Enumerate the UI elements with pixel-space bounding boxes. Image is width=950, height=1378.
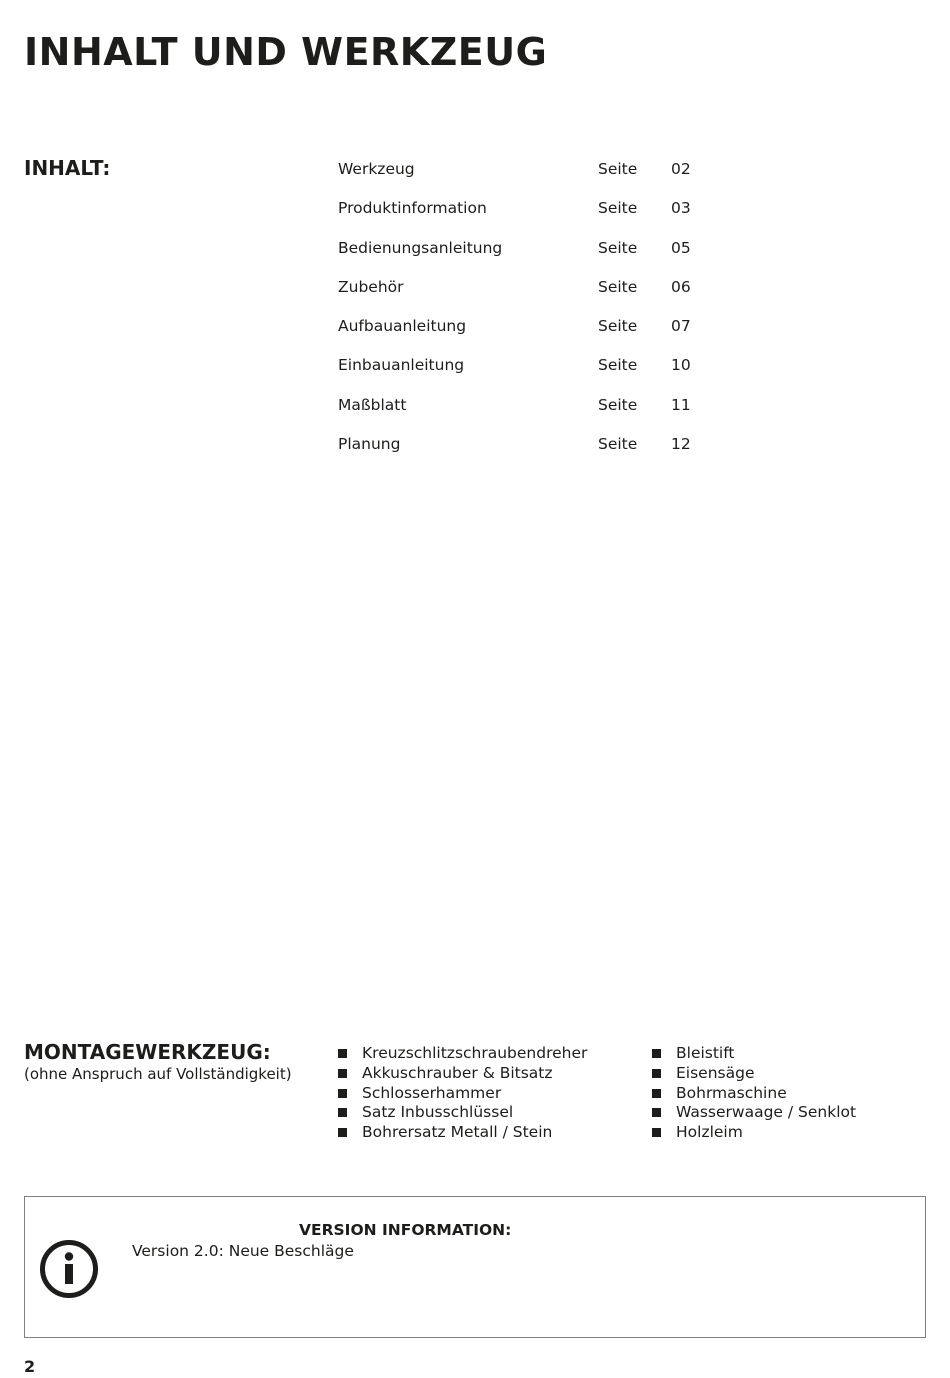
tools-list-right [652, 1044, 856, 1143]
list-item [652, 1064, 856, 1084]
toc-title: Bedienungsanleitung [338, 238, 503, 257]
toc-page-word: Seite [598, 238, 638, 257]
bullet-icon [338, 1069, 347, 1078]
bullet-icon [652, 1089, 661, 1098]
list-item [338, 1044, 587, 1064]
list-item [338, 1103, 587, 1123]
toc-row [338, 237, 738, 276]
toc-page-number: 10 [671, 356, 691, 375]
bullet-icon [652, 1128, 661, 1137]
list-item [338, 1123, 587, 1143]
toc-row [338, 354, 738, 393]
tool-label: Eisensäge [676, 1063, 755, 1082]
tools-heading: MONTAGEWERKZEUG: [24, 1040, 271, 1064]
list-item [338, 1064, 587, 1084]
bullet-icon [338, 1049, 347, 1058]
tool-label: Bohrersatz Metall / Stein [362, 1123, 553, 1142]
toc-row [338, 394, 738, 433]
tool-label: Kreuzschlitzschraubendreher [362, 1044, 588, 1062]
bullet-icon [338, 1089, 347, 1098]
toc-page-word: Seite [598, 317, 638, 336]
toc-page-word: Seite [598, 356, 638, 375]
toc-page-number: 02 [671, 160, 691, 178]
toc-row [338, 158, 738, 197]
list-item [652, 1044, 856, 1064]
tool-label: Holzleim [676, 1123, 743, 1142]
toc-title: Werkzeug [338, 160, 415, 178]
toc-row [338, 197, 738, 236]
toc-page-word: Seite [598, 160, 638, 178]
version-info-box [24, 1196, 926, 1338]
version-info-heading: VERSION INFORMATION: [299, 1221, 512, 1239]
contents-heading: INHALT: [24, 156, 111, 180]
table-of-contents [338, 158, 738, 472]
tool-label: Wasserwaage / Senklot [676, 1103, 857, 1122]
list-item [338, 1084, 587, 1104]
toc-title: Produktinformation [338, 199, 487, 218]
toc-page-number: 07 [671, 317, 691, 336]
bullet-icon [652, 1069, 661, 1078]
bullet-icon [652, 1108, 661, 1117]
bullet-icon [338, 1128, 347, 1137]
toc-title: Planung [338, 435, 401, 454]
tool-label: Schlosserhammer [362, 1083, 502, 1102]
tool-label: Satz Inbusschlüssel [362, 1103, 514, 1122]
tool-label: Bohrmaschine [676, 1083, 787, 1102]
toc-page-number: 11 [671, 395, 691, 414]
list-item [652, 1123, 856, 1143]
toc-row [338, 276, 738, 315]
tool-label: Akkuschrauber & Bitsatz [362, 1063, 553, 1082]
tool-label: Bleistift [676, 1044, 735, 1062]
toc-page-word: Seite [598, 277, 638, 296]
toc-row [338, 315, 738, 354]
toc-page-number: 03 [671, 199, 691, 218]
toc-page-word: Seite [598, 199, 638, 218]
toc-title: Maßblatt [338, 395, 407, 414]
version-info-text: Version 2.0: Neue Beschläge [132, 1242, 354, 1260]
toc-title: Aufbauanleitung [338, 317, 467, 336]
toc-title: Zubehör [338, 277, 404, 296]
bullet-icon [652, 1049, 661, 1058]
page-number: 2 [24, 1357, 36, 1376]
toc-page-word: Seite [598, 435, 638, 454]
list-item [652, 1103, 856, 1123]
toc-page-number: 06 [671, 277, 691, 296]
toc-page-word: Seite [598, 395, 638, 414]
tools-list-left [338, 1044, 587, 1143]
info-icon [39, 1239, 99, 1299]
toc-page-number: 12 [671, 435, 691, 454]
list-item [652, 1084, 856, 1104]
toc-page-number: 05 [671, 238, 691, 257]
toc-row [338, 433, 738, 472]
tools-subheading: (ohne Anspruch auf Vollständigkeit) [24, 1065, 292, 1083]
page-title: INHALT UND WERKZEUG [24, 30, 548, 74]
toc-title: Einbauanleitung [338, 356, 465, 375]
bullet-icon [338, 1108, 347, 1117]
